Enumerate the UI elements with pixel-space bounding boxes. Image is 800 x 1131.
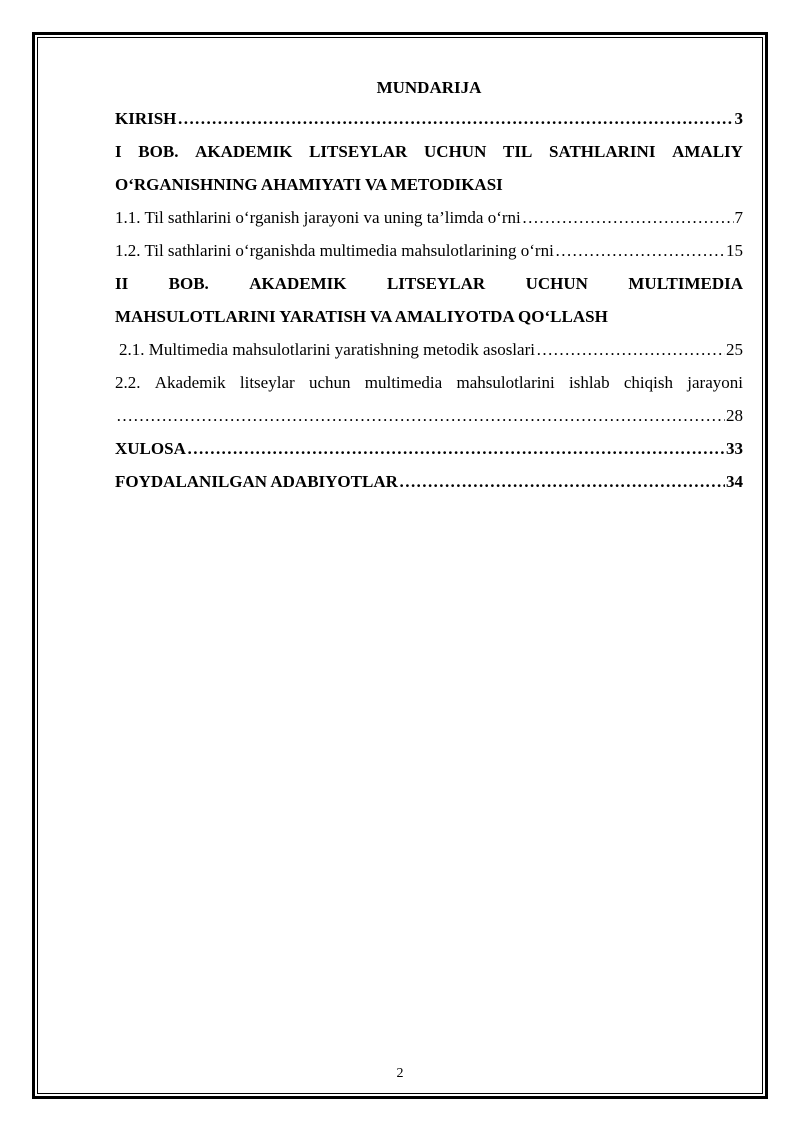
toc-entry-xulosa[interactable] <box>115 432 743 465</box>
toc-entry-page: 28 <box>726 406 743 425</box>
word: II <box>115 274 129 293</box>
toc-chapter-2-line-2[interactable]: MAHSULOTLARINI YARATISH VA AMALIYOTDA QO‘LLASH <box>115 307 608 326</box>
word: multimedia <box>364 373 443 392</box>
word: I <box>115 142 122 161</box>
toc-entry-label: 1.2. Til sathlarini o‘rganishda multimedia mahsulotlarining o‘rni <box>115 241 554 260</box>
word: LITSEYLAR <box>309 142 408 161</box>
dot-leader <box>555 234 725 267</box>
toc-chapter-1-line-2[interactable]: O‘RGANISHNING AHAMIYATI VA METODIKASI <box>115 175 503 194</box>
toc-entry-1-1[interactable] <box>115 201 743 234</box>
toc-entry-label: 1.1. Til sathlarini o‘rganish jarayoni va uning ta’limda o‘rni <box>115 208 521 227</box>
toc-entry-2-2-line-1[interactable] <box>115 366 743 399</box>
toc-entry-page: 3 <box>734 109 743 128</box>
toc-chapter-1-line-1[interactable] <box>115 135 743 168</box>
toc-entry-page: 25 <box>726 340 743 359</box>
word: BOB. <box>168 274 209 293</box>
toc-entry-page: 7 <box>734 208 743 227</box>
word: Akademik <box>154 373 226 392</box>
word: AKADEMIK <box>249 274 347 293</box>
word: UCHUN <box>525 274 588 293</box>
word: mahsulotlarini <box>456 373 555 392</box>
word: litseylar <box>239 373 295 392</box>
word: BOB. <box>138 142 179 161</box>
word: chiqish <box>623 373 673 392</box>
dot-leader <box>116 399 725 432</box>
word: uchun <box>308 373 351 392</box>
word: TIL <box>503 142 533 161</box>
word: LITSEYLAR <box>386 274 486 293</box>
toc-title: MUNDARIJA <box>376 78 482 97</box>
table-of-contents <box>115 74 743 498</box>
toc-entry-1-2[interactable] <box>115 234 743 267</box>
dot-leader <box>177 102 733 135</box>
toc-entry-2-2-line-2[interactable] <box>115 399 743 432</box>
word: MULTIMEDIA <box>628 274 743 293</box>
toc-entry-label: FOYDALANILGAN ADABIYOTLAR <box>115 472 398 491</box>
page-number: 2 <box>396 1066 404 1081</box>
dot-leader <box>522 201 734 234</box>
word: SATHLARINI <box>549 142 656 161</box>
toc-chapter-2-line-1[interactable] <box>115 267 743 300</box>
word: UCHUN <box>424 142 487 161</box>
toc-entry-page: 15 <box>726 241 743 260</box>
toc-entry-adabiyotlar[interactable] <box>115 465 743 498</box>
toc-entry-page: 34 <box>726 472 743 491</box>
word: 2.2. <box>115 373 141 392</box>
toc-entry-2-1[interactable] <box>115 333 743 366</box>
toc-entry-label: KIRISH <box>115 109 177 128</box>
word: jarayoni <box>687 373 743 392</box>
word: AMALIY <box>672 142 743 161</box>
dot-leader <box>187 432 725 465</box>
toc-entry-label: XULOSA <box>115 439 186 458</box>
toc-entry-label: 2.1. Multimedia mahsulotlarini yaratishning metodik asoslari <box>119 340 535 359</box>
toc-entry-kirish[interactable] <box>115 102 743 135</box>
word: ishlab <box>568 373 610 392</box>
dot-leader <box>536 333 725 366</box>
toc-entry-page: 33 <box>726 439 743 458</box>
dot-leader <box>399 465 725 498</box>
word: AKADEMIK <box>195 142 293 161</box>
